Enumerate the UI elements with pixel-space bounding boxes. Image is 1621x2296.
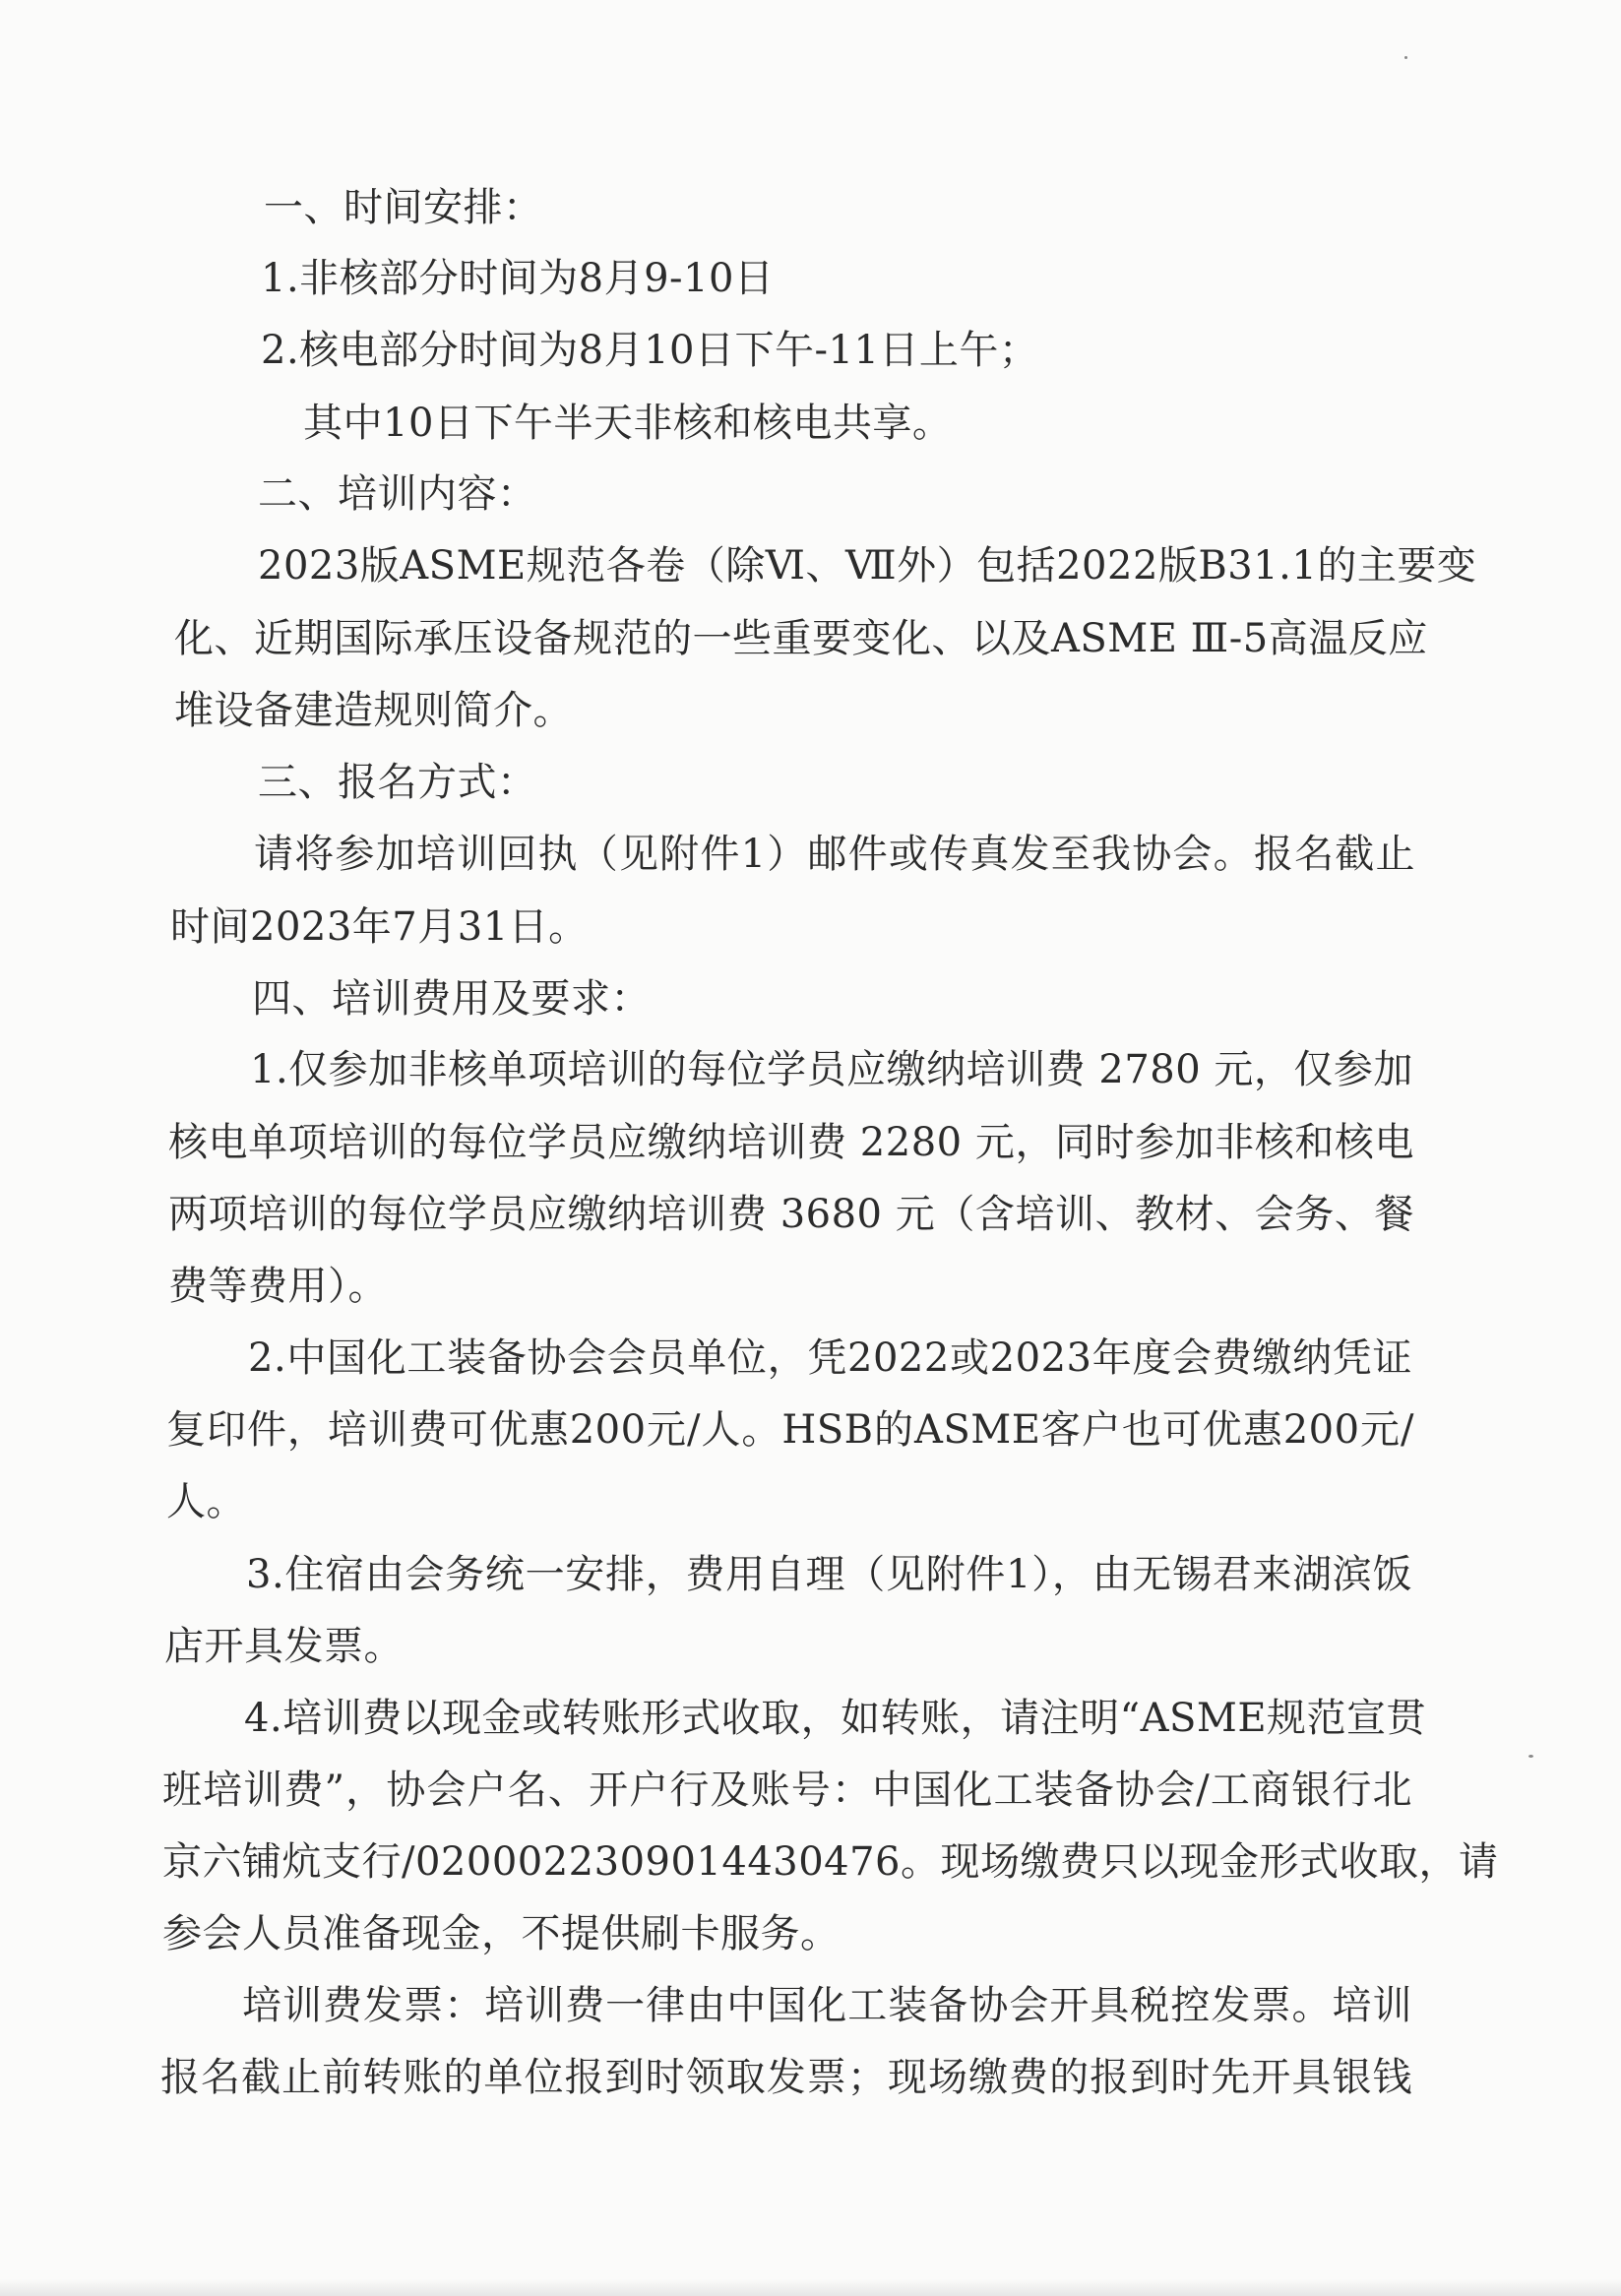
text-line: 4.培训费以现金或转账形式收取，如转账，请注明“ASME规范宣贯 — [244, 1696, 1427, 1741]
text-line: 2.中国化工装备协会会员单位，凭2022或2023年度会费缴纳凭证 — [248, 1335, 1412, 1381]
text-line: 1.仅参加非核单项培训的每位学员应缴纳培训费 2780 元，仅参加 — [250, 1047, 1413, 1092]
text-line: 报名截止前转账的单位报到时领取发票；现场缴费的报到时先开具银钱 — [160, 2055, 1412, 2100]
text-line: 堆设备建造规则简介。 — [174, 688, 573, 733]
text-line: 2.核电部分时间为8月10日下午-11日上午； — [261, 328, 1039, 373]
text-line: 培训费发票：培训费一律由中国化工装备协会开具税控发票。培训 — [242, 1983, 1412, 2028]
text-line: 化、近期国际承压设备规范的一些重要变化、以及ASME Ⅲ-5高温反应 — [174, 616, 1428, 661]
text-line: 两项培训的每位学员应缴纳培训费 3680 元（含培训、教材、会务、餐 — [168, 1192, 1414, 1237]
heading-fees: 四、培训费用及要求： — [252, 976, 651, 1022]
text-line: 1.非核部分时间为8月9-10日 — [261, 256, 775, 301]
text-line: 复印件，培训费可优惠200元/人。HSB的ASME客户也可优惠200元/ — [166, 1407, 1414, 1453]
scan-speck — [1404, 56, 1407, 59]
text-line: 京六铺炕支行/0200022309014430476。现场缴费只以现金形式收取，请 — [162, 1839, 1499, 1885]
text-line: 班培训费”，协会户名、开户行及账号：中国化工装备协会/工商银行北 — [162, 1768, 1412, 1813]
scan-edge-shadow — [0, 2279, 1621, 2296]
text-line: 3.住宿由会务统一安排，费用自理（见附件1），由无锡君来湖滨饭 — [246, 1552, 1412, 1597]
text-line: 核电单项培训的每位学员应缴纳培训费 2280 元，同时参加非核和核电 — [168, 1120, 1414, 1165]
scan-speck — [1528, 1755, 1533, 1758]
heading-schedule: 一、时间安排： — [264, 185, 543, 230]
text-line: 费等费用）。 — [168, 1264, 388, 1309]
text-line: 人。 — [166, 1479, 246, 1524]
text-line: 2023版ASME规范各卷（除Ⅵ、Ⅶ外）包括2022版B31.1的主要变 — [258, 543, 1477, 589]
text-line: 请将参加培训回执（见附件1）邮件或传真发至我协会。报名截止 — [254, 832, 1415, 877]
text-line: 店开具发票。 — [164, 1624, 404, 1669]
text-line: 时间2023年7月31日。 — [170, 904, 589, 950]
heading-content: 二、培训内容： — [258, 471, 537, 517]
text-line: 参会人员准备现金，不提供刷卡服务。 — [162, 1911, 841, 1956]
text-line: 其中10日下午半天非核和核电共享。 — [303, 401, 953, 446]
heading-registration: 三、报名方式： — [258, 760, 537, 805]
